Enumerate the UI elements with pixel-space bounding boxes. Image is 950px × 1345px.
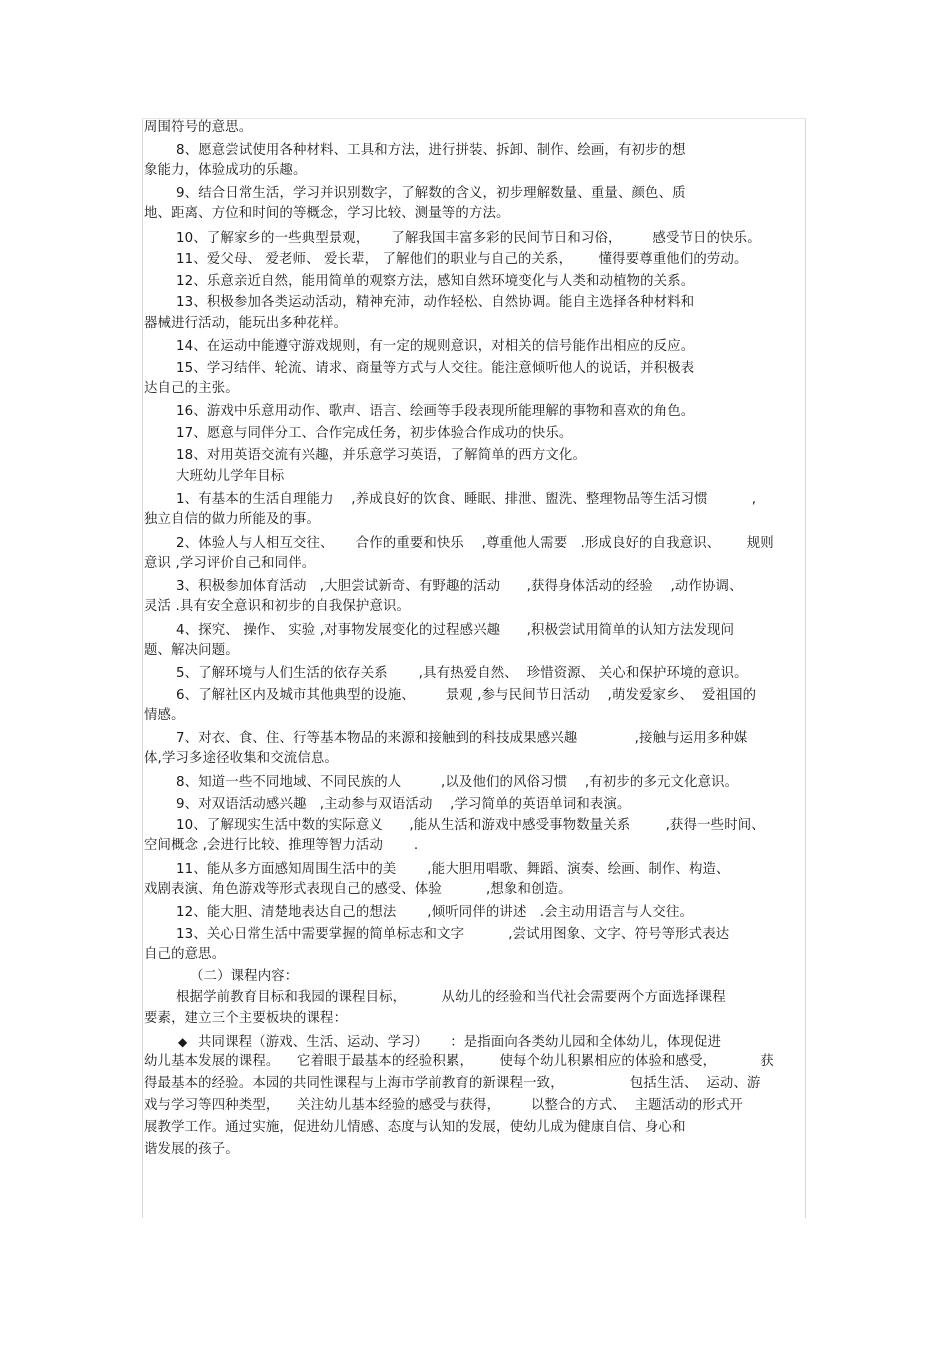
text-line: 地、距离、方位和时间的等概念，学习比较、测量等的方法。 (144, 206, 510, 221)
text-line: 展教学工作。通过实施，促进幼儿情感、态度与认知的发展，使幼儿成为健康自信、身心和 (144, 1120, 686, 1135)
text-line: 灵活 .具有安全意识和初步的自我保护意识。 (144, 599, 411, 614)
text-line: 意识 ,学习评价自己和同伴。 (144, 556, 316, 571)
text-line: 8、知道一些不同地域、不同民族的人 ,以及他们的风俗习惯 ,有初步的多元文化意识。 (176, 775, 739, 790)
bullet-text: 共同课程（游戏、生活、运动、学习） ：是指面向各类幼儿园和全体幼儿，体现促进 (198, 1035, 722, 1050)
text-line: 体,学习多途径收集和交流信息。 (144, 751, 338, 766)
text-line: 14、在运动中能遵守游戏规则，有一定的规则意识，对相关的信号能作出相应的反应。 (176, 339, 695, 354)
text-line: 10、了解现实生活中数的实际意义 ,能从生活和游戏中感受事物数量关系 ,获得一些时间、 (176, 818, 765, 833)
text-line: 得最基本的经验。本园的共同性课程与上海市学前教育的新课程一致， 包括生活、 运动、游 (144, 1076, 761, 1091)
text-line: 3、积极参加体育活动 ,大胆尝试新奇、有野趣的活动 ,获得身体活动的经验 ,动作协调、 (176, 579, 743, 594)
text-line: 戏与学习等四种类型， 关注幼儿基本经验的感受与获得， 以整合的方式、 主题活动的形式开 (144, 1098, 743, 1113)
text-line: 12、能大胆、清楚地表达自己的想法 ,倾听同伴的讲述 .会主动用语言与人交往。 (176, 905, 694, 920)
text-line: 11、能从多方面感知周围生活中的美 ,能大胆用唱歌、舞蹈、演奏、绘画、制作、构造、 (176, 862, 730, 877)
text-line: 2、体验人与人相互交往、 合作的重要和快乐 ,尊重他人需要 .形成良好的自我意识、 规则 (176, 536, 774, 551)
text-line: 幼儿基本发展的课程。 它着眼于最基本的经验积累， 使每个幼儿积累相应的体验和感受， 获 (144, 1054, 774, 1069)
section-heading: 大班幼儿学年目标 (176, 469, 285, 484)
text-line: 16、游戏中乐意用动作、歌声、语言、绘画等手段表现所能理解的事物和喜欢的角色。 (176, 404, 695, 419)
text-line: 象能力，体验成功的乐趣。 (144, 163, 307, 178)
text-line: 要素，建立三个主要板块的课程： (144, 1011, 348, 1026)
text-line: 题、解决问题。 (144, 643, 239, 658)
text-line: 谐发展的孩子。 (144, 1142, 239, 1157)
text-line: 达自己的主张。 (144, 381, 239, 396)
text-line: 自己的意思。 (144, 947, 226, 962)
text-line: 情感。 (144, 708, 185, 723)
text-line: 13、关心日常生活中需要掌握的简单标志和文字 ,尝试用图象、文字、符号等形式表达 (176, 927, 730, 942)
text-line: 7、对衣、食、住、行等基本物品的来源和接触到的科技成果感兴趣 ,接触与运用多种媒 (176, 731, 748, 746)
text-line: 独立自信的做力所能及的事。 (144, 512, 321, 527)
text-line: 12、乐意亲近自然，能用简单的观察方法，感知自然环境变化与人类和动植物的关系。 (176, 274, 695, 289)
text-line: 戏剧表演、角色游戏等形式表现自己的感受、体验 ,想象和创造。 (144, 882, 572, 897)
text-line: 18、对用英语交流有兴趣，并乐意学习英语，了解简单的西方文化。 (176, 448, 587, 463)
diamond-bullet-icon: ◆ (178, 1035, 188, 1049)
section-heading: （二）课程内容： (190, 969, 299, 984)
text-line: 9、结合日常生活，学习并识别数字，了解数的含义，初步理解数量、重量、颜色、质 (176, 186, 686, 201)
text-line: 4、探究、 操作、 实验 ,对事物发展变化的过程感兴趣 ,积极尝试用简单的认知方法发现问 (176, 623, 735, 638)
text-line: 5、了解环境与人们生活的依存关系 ,具有热爱自然、 珍惜资源、 关心和保护环境的意识。 (176, 666, 748, 681)
text-line: 1、有基本的生活自理能力 ,养成良好的饮食、睡眠、排泄、盥洗、整理物品等生活习惯 , (176, 492, 757, 507)
text-line: 8、愿意尝试使用各种材料、工具和方法，进行拼装、拆卸、制作、绘画，有初步的想 (176, 143, 686, 158)
text-line: 器械进行活动，能玩出多种花样。 (144, 316, 348, 331)
text-line: 11、爱父母、 爱老师、 爱长辈， 了解他们的职业与自己的关系， 懂得要尊重他们的劳动。 (176, 252, 748, 267)
text-line: 15、学习结伴、轮流、请求、商量等方式与人交往。能注意倾听他人的说话，并积极表 (176, 361, 695, 376)
text-line: 6、了解社区内及城市其他典型的设施、 景观 ,参与民间节日活动 ,萌发爱家乡、 爱祖国的 (176, 688, 757, 703)
text-line: 17、愿意与同伴分工、合作完成任务，初步体验合作成功的快乐。 (176, 426, 573, 441)
text-line: 10、了解家乡的一些典型景观， 了解我国丰富多彩的民间节日和习俗， 感受节日的快乐。 (176, 231, 761, 246)
text-line: 13、积极参加各类运动活动，精神充沛，动作轻松、自然协调。能自主选择各种材料和 (176, 295, 695, 310)
text-line: 周围符号的意思。 (144, 120, 253, 135)
text-line: 9、对双语活动感兴趣 ,主动参与双语活动 ,学习简单的英语单词和表演。 (176, 797, 631, 812)
text-line: 根据学前教育目标和我园的课程目标， 从幼儿的经验和当代社会需要两个方面选择课程 (176, 990, 726, 1005)
bullet-item (178, 1034, 721, 1051)
text-line: 空间概念 ,会进行比较、推理等智力活动 . (144, 838, 419, 853)
